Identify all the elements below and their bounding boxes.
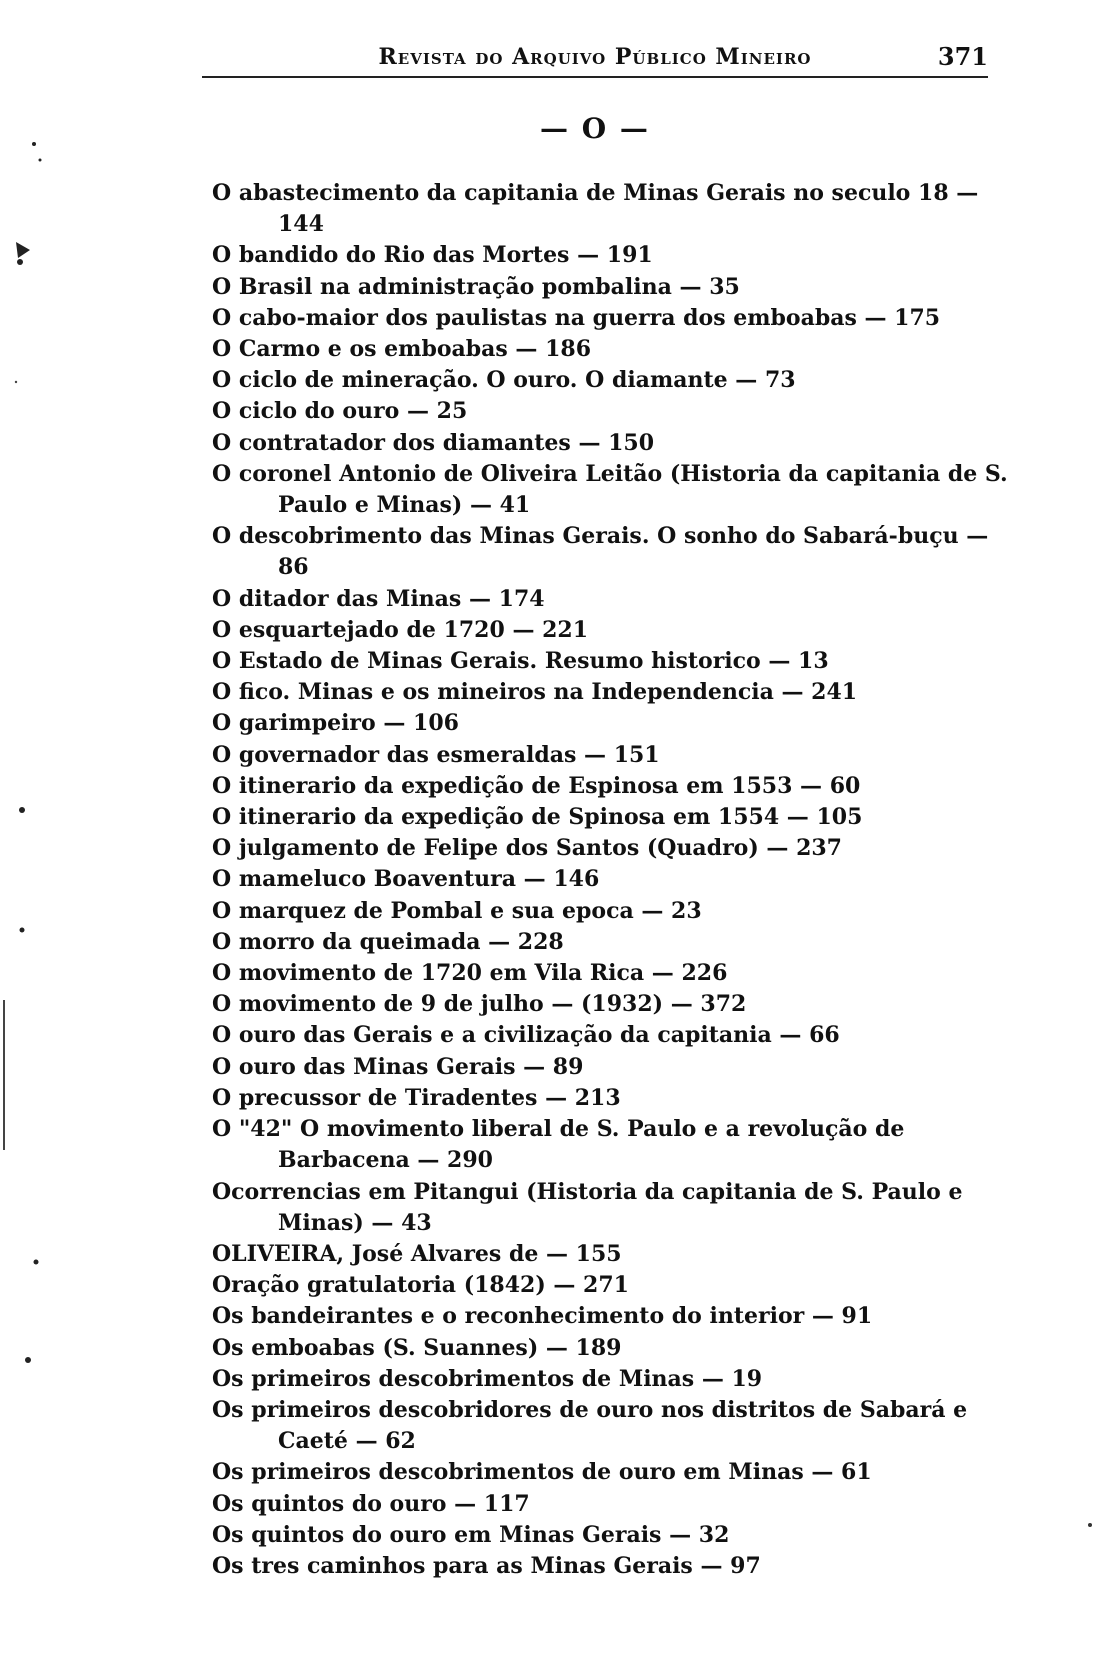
index-entry: O ciclo de mineração. O ouro. O diamante — 73 bbox=[212, 367, 796, 394]
index-entry: Os primeiros descobridores de ouro nos distritos de Sabará e Caeté — 62 bbox=[212, 1396, 968, 1455]
index-entry: O marquez de Pombal e sua epoca — 23 bbox=[212, 897, 702, 924]
journal-title: Revista do Arquivo Público Mineiro bbox=[378, 44, 812, 70]
index-entry: O bandido do Rio das Mortes — 191 bbox=[212, 242, 653, 269]
index-entry: O Brasil na administração pombalina — 35 bbox=[212, 273, 740, 300]
index-entry: Oração gratulatoria (1842) — 271 bbox=[212, 1272, 629, 1299]
index-entry: O mameluco Boaventura — 146 bbox=[212, 866, 600, 893]
index-entry: Os quintos do ouro — 117 bbox=[212, 1490, 530, 1517]
index-entry: O fico. Minas e os mineiros na Independencia — 241 bbox=[212, 679, 858, 706]
index-entry: O ouro das Gerais e a civilização da capitania — 66 bbox=[212, 1022, 840, 1049]
index-entry: O coronel Antonio de Oliveira Leitão (Historia da capitania de S. Paulo e Minas) — 41 bbox=[212, 460, 1008, 519]
index-entry: O Estado de Minas Gerais. Resumo historico — 13 bbox=[212, 648, 829, 675]
index-entry: Os quintos do ouro em Minas Gerais — 32 bbox=[212, 1521, 730, 1548]
index-entry: O ouro das Minas Gerais — 89 bbox=[212, 1053, 584, 1080]
index-entry: O julgamento de Felipe dos Santos (Quadro) — 237 bbox=[212, 835, 842, 862]
index-entry: O esquartejado de 1720 — 221 bbox=[212, 616, 589, 643]
index-entry: Os bandeirantes e o reconhecimento do interior — 91 bbox=[212, 1303, 873, 1330]
index-entry: O movimento de 9 de julho — (1932) — 372 bbox=[212, 991, 747, 1018]
index-entry: O itinerario da expedição de Spinosa em 1554 — 105 bbox=[212, 804, 863, 831]
index-entry: O itinerario da expedição de Espinosa em 1553 — 60 bbox=[212, 772, 861, 799]
index-entry: O ciclo do ouro — 25 bbox=[212, 398, 468, 425]
index-entry: O abastecimento da capitania de Minas Gerais no seculo 18 — 144 bbox=[212, 180, 979, 238]
index-entry: O "42" O movimento liberal de S. Paulo e a revolução de Barbacena — 290 bbox=[212, 1116, 905, 1174]
index-entry: Os emboabas (S. Suannes) — 189 bbox=[212, 1334, 622, 1361]
index-entry: OLIVEIRA, José Alvares de — 155 bbox=[212, 1240, 622, 1267]
index-entry: O Carmo e os emboabas — 186 bbox=[212, 336, 592, 363]
index-entry: O precussor de Tiradentes — 213 bbox=[212, 1084, 621, 1111]
index-entry: O movimento de 1720 em Vila Rica — 226 bbox=[212, 960, 728, 987]
index-entry: Ocorrencias em Pitangui (Historia da capitania de S. Paulo e Minas) — 43 bbox=[212, 1178, 963, 1236]
page-number: 371 bbox=[937, 42, 988, 71]
index-entry: O garimpeiro — 106 bbox=[212, 710, 459, 737]
section-letter-heading: — O — bbox=[540, 112, 650, 145]
index-entry: O governador das esmeraldas — 151 bbox=[212, 741, 660, 768]
index-entry: O contratador dos diamantes — 150 bbox=[212, 429, 655, 456]
index-entry: O morro da queimada — 228 bbox=[212, 928, 564, 955]
index-entry: O ditador das Minas — 174 bbox=[212, 585, 545, 612]
index-entry: Os tres caminhos para as Minas Gerais — 97 bbox=[212, 1552, 761, 1579]
index-entry: Os primeiros descobrimentos de ouro em Minas — 61 bbox=[212, 1459, 872, 1486]
index-entry: O descobrimento das Minas Gerais. O sonho do Sabará-buçu — 86 bbox=[212, 523, 989, 581]
index-entry: O cabo-maior dos paulistas na guerra dos emboabas — 175 bbox=[212, 304, 941, 331]
index-entry: Os primeiros descobrimentos de Minas — 19 bbox=[212, 1365, 763, 1392]
